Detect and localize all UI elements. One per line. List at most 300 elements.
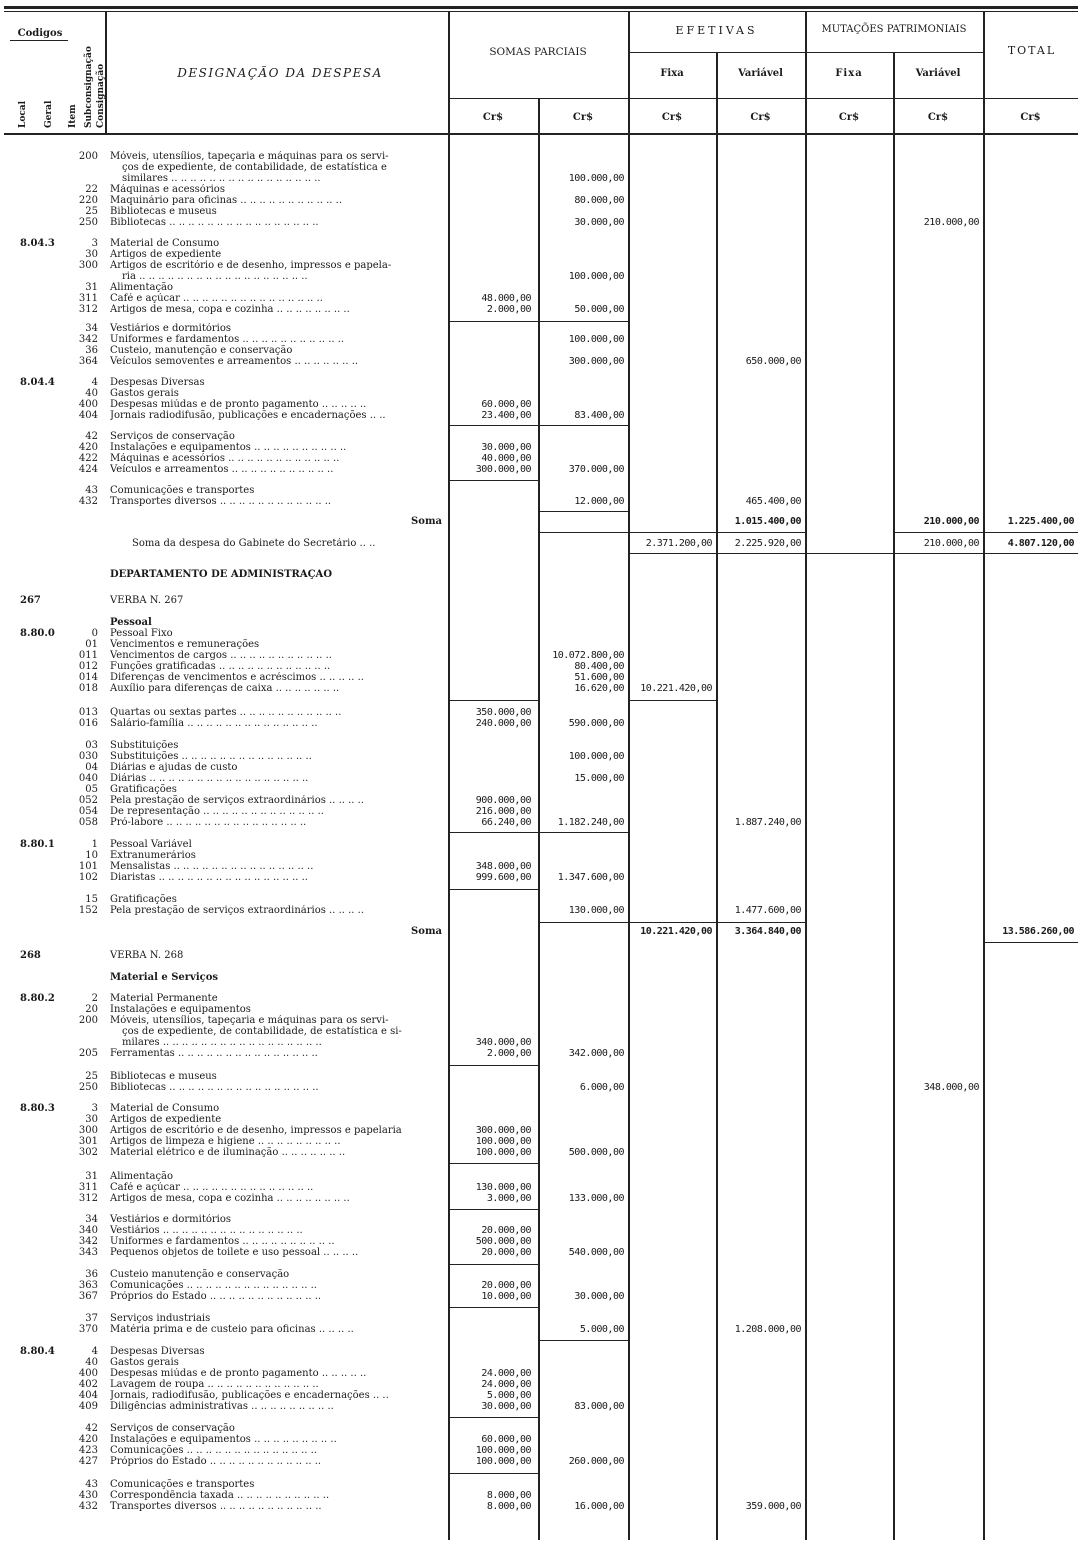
row-description: Vencimentos de cargos .. .. .. .. .. .. .. .. .. .. .. <box>110 650 332 661</box>
subtotal-rule <box>893 532 1078 533</box>
row-description: Vestiários e dormitórios <box>110 1214 231 1225</box>
row-item-code: 340 <box>78 1225 98 1236</box>
amount-c1: 100.000,00 <box>475 1456 531 1467</box>
col-line-mutacoes-mid <box>893 52 895 1540</box>
currency-fixa: Cr$ <box>661 112 683 123</box>
row-description: Soma <box>411 516 442 527</box>
row-item-code: 312 <box>78 304 98 315</box>
row-item-code: 34 <box>85 323 98 334</box>
row-description: Matéria prima e de custeio para oficinas .. .. .. .. <box>110 1324 354 1335</box>
header-subconsignacao: Subconsignação <box>84 46 94 128</box>
row-item-code: 101 <box>78 861 98 872</box>
amount-c2: 100.000,00 <box>568 334 624 345</box>
amount-c2: 30.000,00 <box>574 1291 624 1302</box>
row-description: Jornais, radiodifusão, publicações e encadernações .. .. <box>110 1390 389 1401</box>
row-item-code: 25 <box>85 206 98 217</box>
subtotal-rule <box>538 922 628 923</box>
amount-c2: 80.400,00 <box>574 661 624 672</box>
amount-e2: 3.364.840,00 <box>734 926 801 937</box>
row-description: Substituições .. .. .. .. .. .. .. .. .. .. .. .. .. .. <box>110 751 312 762</box>
amount-c2: 50.000,00 <box>574 304 624 315</box>
subtotal-rule <box>538 425 628 426</box>
col-line-total <box>983 12 985 1540</box>
row-description: Máquinas e acessórios <box>110 184 225 195</box>
row-item-code: 370 <box>78 1324 98 1335</box>
subtotal-rule <box>448 700 538 701</box>
row-description: Café e açúcar .. .. .. .. .. .. .. .. .. .. .. .. .. .. <box>110 1182 314 1193</box>
row-description: Diaristas .. .. .. .. .. .. .. .. .. .. .. .. .. .. .. .. <box>110 872 308 883</box>
row-description: Custeio manutenção e conservação <box>110 1269 290 1280</box>
amount-e1: 10.221.420,00 <box>640 926 712 937</box>
amount-c2: 16.000,00 <box>574 1501 624 1512</box>
row-item-code: 200 <box>78 151 98 162</box>
row-local-code: 8.80.4 <box>20 1346 55 1357</box>
amount-c2: 100.000,00 <box>568 271 624 282</box>
subtotal-rule <box>448 425 538 426</box>
row-item-code: 42 <box>85 431 98 442</box>
row-description: Alimentação <box>110 282 174 293</box>
amount-c1: 300.000,00 <box>475 464 531 475</box>
amount-e2: 1.887.240,00 <box>734 817 801 828</box>
amount-m2: 210.000,00 <box>923 538 979 549</box>
row-item-code: 312 <box>78 1193 98 1204</box>
amount-c1: 5.000,00 <box>486 1390 531 1401</box>
row-item-code: 102 <box>78 872 98 883</box>
amount-c1: 20.000,00 <box>481 1225 531 1236</box>
currency-somas-1: Cr$ <box>482 112 504 123</box>
row-item-code: 367 <box>78 1291 98 1302</box>
row-item-code: 422 <box>78 453 98 464</box>
row-item-code: 31 <box>85 282 98 293</box>
amount-c1: 60.000,00 <box>481 1434 531 1445</box>
amount-c1: 66.240,00 <box>481 817 531 828</box>
amount-c1: 100.000,00 <box>475 1147 531 1158</box>
row-item-code: 058 <box>78 817 98 828</box>
amount-m2: 210.000,00 <box>923 217 979 228</box>
row-description: Material de Consumo <box>110 1103 220 1114</box>
row-description: Material e Serviços <box>110 972 219 983</box>
row-item-code: 2 <box>91 993 98 1004</box>
subtotal-rule <box>448 321 538 322</box>
row-description: Gratificações <box>110 894 177 905</box>
amount-c2: 260.000,00 <box>568 1456 624 1467</box>
amount-c2: 10.072.800,00 <box>552 650 624 661</box>
row-description: Ferramentas .. .. .. .. .. .. .. .. .. .. .. .. .. .. .. <box>110 1048 318 1059</box>
amount-c2: 133.000,00 <box>568 1193 624 1204</box>
amount-c1: 30.000,00 <box>481 442 531 453</box>
row-item-code: 300 <box>78 260 98 271</box>
row-item-code: 36 <box>85 345 98 356</box>
subtotal-rule <box>448 1163 538 1164</box>
row-description: Uniformes e fardamentos .. .. .. .. .. .. .. .. .. .. <box>110 1236 335 1247</box>
currency-variavel: Cr$ <box>750 112 771 123</box>
amount-c1: 350.000,00 <box>475 707 531 718</box>
amount-c2: 370.000,00 <box>568 464 624 475</box>
amount-c1: 900.000,00 <box>475 795 531 806</box>
amount-c2: 540.000,00 <box>568 1247 624 1258</box>
row-item-code: 205 <box>78 1048 98 1059</box>
row-item-code: 31 <box>85 1171 98 1182</box>
amount-c2: 15.000,00 <box>574 773 624 784</box>
row-item-code: 152 <box>78 905 98 916</box>
row-item-code: 43 <box>85 1479 98 1490</box>
row-item-code: 013 <box>78 707 98 718</box>
amount-c2: 83.400,00 <box>574 410 624 421</box>
amount-c1: 500.000,00 <box>475 1236 531 1247</box>
amount-c1: 2.000,00 <box>486 304 531 315</box>
row-description: Auxílio para diferenças de caixa .. .. .. .. .. .. .. <box>110 683 340 694</box>
amount-c1: 2.000,00 <box>486 1048 531 1059</box>
row-item-code: 011 <box>78 650 98 661</box>
row-item-code: 0 <box>91 628 98 639</box>
header-codigos: Codigos <box>17 28 63 39</box>
row-description: Diferenças de vencimentos e acréscimos .. .. .. .. .. <box>110 672 364 683</box>
row-description: Transportes diversos .. .. .. .. .. .. .. .. .. .. .. <box>110 1501 322 1512</box>
row-description: Funções gratificadas .. .. .. .. .. .. .. .. .. .. .. .. <box>110 661 331 672</box>
amount-c1: 20.000,00 <box>481 1280 531 1291</box>
row-description: Bibliotecas .. .. .. .. .. .. .. .. .. .. .. .. .. .. .. .. <box>110 1082 319 1093</box>
row-description: Quartas ou sextas partes .. .. .. .. .. .. .. .. .. .. .. <box>110 707 342 718</box>
header-geral: Geral <box>44 100 54 128</box>
subtotal-rule <box>538 832 628 833</box>
amount-c1: 216.000,00 <box>475 806 531 817</box>
row-item-code: 03 <box>85 740 98 751</box>
row-item-code: 4 <box>91 377 98 388</box>
row-item-code: 363 <box>78 1280 98 1291</box>
row-description: Instalações e equipamentos .. .. .. .. .. .. .. .. .. <box>110 1434 337 1445</box>
amount-e2: 2.225.920,00 <box>734 538 801 549</box>
amount-c2: 80.000,00 <box>574 195 624 206</box>
row-item-code: 01 <box>85 639 98 650</box>
amount-c2: 5.000,00 <box>579 1324 624 1335</box>
row-item-code: 432 <box>78 496 98 507</box>
row-item-code: 40 <box>85 1357 98 1368</box>
row-item-code: 300 <box>78 1125 98 1136</box>
amount-e2: 465.400,00 <box>745 496 801 507</box>
subtotal-rule <box>448 1473 538 1474</box>
top-rule-thin <box>4 11 1078 12</box>
amount-c2: 30.000,00 <box>574 217 624 228</box>
amount-e2: 650.000,00 <box>745 356 801 367</box>
row-description: Pró-labore .. .. .. .. .. .. .. .. .. .. .. .. .. .. .. <box>110 817 307 828</box>
row-description: ços de expediente, de contabilidade, de estatística e si- <box>122 1026 402 1037</box>
subtotal-rule <box>448 832 538 833</box>
row-description: Serviços de conservação <box>110 431 235 442</box>
amount-c1: 100.000,00 <box>475 1445 531 1456</box>
row-description: Serviços industriais <box>110 1313 211 1324</box>
row-item-code: 37 <box>85 1313 98 1324</box>
subtotal-rule <box>448 1065 538 1066</box>
row-item-code: 311 <box>78 1182 98 1193</box>
row-description: Pessoal Fixo <box>110 628 173 639</box>
row-item-code: 42 <box>85 1423 98 1434</box>
row-description: Próprios do Estado .. .. .. .. .. .. .. .. .. .. .. .. <box>110 1291 322 1302</box>
row-description: Pela prestação de serviços extraordinários .. .. .. .. <box>110 795 365 806</box>
row-description: Móveis, utensílios, tapeçaria e máquinas para os servi- <box>110 151 389 162</box>
subtotal-rule <box>538 321 628 322</box>
row-item-code: 3 <box>91 1103 98 1114</box>
row-item-code: 220 <box>78 195 98 206</box>
row-description: Despesas Diversas <box>110 377 205 388</box>
row-description: Salário-família .. .. .. .. .. .. .. .. .. .. .. .. .. .. <box>110 718 318 729</box>
row-item-code: 30 <box>85 249 98 260</box>
currency-total: Cr$ <box>1020 112 1041 123</box>
amount-c1: 24.000,00 <box>481 1379 531 1390</box>
row-description: Pequenos objetos de toilete e uso pessoal .. .. .. .. <box>110 1247 359 1258</box>
row-description: Comunicações e transportes <box>110 485 255 496</box>
row-description: Móveis, utensílios, tapeçaria e máquinas para os servi- <box>110 1015 389 1026</box>
amount-c1: 40.000,00 <box>481 453 531 464</box>
amount-e2: 1.208.000,00 <box>734 1324 801 1335</box>
header-efetivas-variavel: Variável <box>738 68 783 79</box>
row-item-code: 432 <box>78 1501 98 1512</box>
subtotal-rule <box>628 532 806 533</box>
row-description: Gastos gerais <box>110 1357 179 1368</box>
row-item-code: 20 <box>85 1004 98 1015</box>
row-description: Instalações e equipamentos <box>110 1004 251 1015</box>
row-item-code: 22 <box>85 184 98 195</box>
row-description: Gastos gerais <box>110 388 179 399</box>
amount-c2: 500.000,00 <box>568 1147 624 1158</box>
row-description: Artigos de expediente <box>110 249 222 260</box>
header-mutacoes-variavel: Variável <box>915 68 961 79</box>
row-item-code: 404 <box>78 1390 98 1401</box>
row-item-code: 420 <box>78 442 98 453</box>
amount-c1: 340.000,00 <box>475 1037 531 1048</box>
row-item-code: 250 <box>78 1082 98 1093</box>
amount-tot: 1.225.400,00 <box>1007 516 1074 527</box>
row-item-code: 10 <box>85 850 98 861</box>
row-description: Transportes diversos .. .. .. .. .. .. .. .. .. .. .. .. <box>110 496 332 507</box>
amount-c1: 300.000,00 <box>475 1125 531 1136</box>
row-description: Bibliotecas e museus <box>110 1071 217 1082</box>
row-description: Material Permanente <box>110 993 218 1004</box>
row-item-code: 400 <box>78 1368 98 1379</box>
row-item-code: 040 <box>78 773 98 784</box>
amount-c1: 348.000,00 <box>475 861 531 872</box>
subtotal-rule <box>448 1209 538 1210</box>
header-consignacao: Consignação <box>96 63 106 128</box>
subtotal-rule <box>448 889 538 890</box>
row-item-code: 016 <box>78 718 98 729</box>
header-mutacoes: MUTAÇÕES PATRIMONIAIS <box>821 24 967 35</box>
header-item: Item <box>68 104 78 128</box>
subtotal-rule <box>448 480 538 481</box>
amount-c1: 100.000,00 <box>475 1136 531 1147</box>
row-description: Uniformes e fardamentos .. .. .. .. .. .. .. .. .. .. .. <box>110 334 345 345</box>
row-description: Bibliotecas e museus <box>110 206 217 217</box>
row-item-code: 3 <box>91 238 98 249</box>
row-local-code: 8.80.0 <box>20 628 55 639</box>
amount-c1: 8.000,00 <box>486 1490 531 1501</box>
row-description: Veículos semoventes e arreamentos .. .. .. .. .. .. .. <box>110 356 359 367</box>
amount-c1: 130.000,00 <box>475 1182 531 1193</box>
row-item-code: 430 <box>78 1490 98 1501</box>
row-description: Material elétrico e de iluminação .. .. .. .. .. .. .. <box>110 1147 346 1158</box>
amount-c2: 100.000,00 <box>568 751 624 762</box>
col-line-somas <box>448 12 450 1540</box>
amount-c2: 1.347.600,00 <box>557 872 624 883</box>
amount-c2: 300.000,00 <box>568 356 624 367</box>
amount-c2: 100.000,00 <box>568 173 624 184</box>
row-description: Despesas miúdas e de pronto pagamento .. .. .. .. .. <box>110 399 367 410</box>
row-description: Despesas Diversas <box>110 1346 205 1357</box>
row-item-code: 054 <box>78 806 98 817</box>
row-description: Material de Consumo <box>110 238 220 249</box>
row-description: Mensalistas .. .. .. .. .. .. .. .. .. .. .. .. .. .. .. <box>110 861 314 872</box>
row-description: Café e açúcar .. .. .. .. .. .. .. .. .. .. .. .. .. .. .. <box>110 293 323 304</box>
col-line-efetivas-mid <box>716 52 718 1540</box>
currency-rule <box>448 98 1078 99</box>
codes-rule <box>10 40 68 41</box>
row-local-code: 8.04.3 <box>20 238 55 249</box>
row-description: Artigos de mesa, copa e cozinha .. .. .. .. .. .. .. .. <box>110 304 350 315</box>
currency-somas-2: Cr$ <box>572 112 594 123</box>
row-item-code: 343 <box>78 1247 98 1258</box>
row-item-code: 200 <box>78 1015 98 1026</box>
row-item-code: 05 <box>85 784 98 795</box>
row-description: Máquinas e acessórios .. .. .. .. .. .. .. .. .. .. .. .. <box>110 453 340 464</box>
amount-m2: 348.000,00 <box>923 1082 979 1093</box>
row-description: Vestiários e dormitórios <box>110 323 231 334</box>
row-description: Diligências administrativas .. .. .. .. .. .. .. .. .. <box>110 1401 334 1412</box>
row-item-code: 364 <box>78 356 98 367</box>
row-item-code: 030 <box>78 751 98 762</box>
subtotal-rule <box>538 511 628 512</box>
amount-c2: 6.000,00 <box>579 1082 624 1093</box>
row-description: Comunicações .. .. .. .. .. .. .. .. .. .. .. .. .. .. <box>110 1280 317 1291</box>
row-item-code: 404 <box>78 410 98 421</box>
amount-c1: 10.000,00 <box>481 1291 531 1302</box>
subtotal-rule <box>628 553 983 554</box>
row-description: Correspondência taxada .. .. .. .. .. .. .. .. .. .. <box>110 1490 330 1501</box>
row-description: Serviços de conservação <box>110 1423 235 1434</box>
row-item-code: 36 <box>85 1269 98 1280</box>
row-item-code: 402 <box>78 1379 98 1390</box>
subtotal-rule <box>628 700 716 701</box>
row-description: Lavagem de roupa .. .. .. .. .. .. .. .. .. .. .. .. <box>110 1379 319 1390</box>
amount-c1: 48.000,00 <box>481 293 531 304</box>
row-item-code: 423 <box>78 1445 98 1456</box>
amount-c2: 590.000,00 <box>568 718 624 729</box>
row-item-code: 012 <box>78 661 98 672</box>
row-description: Maquinário para oficinas .. .. .. .. .. .. .. .. .. .. .. <box>110 195 343 206</box>
amount-e2: 1.015.400,00 <box>734 516 801 527</box>
subtotal-rule <box>983 553 1078 554</box>
row-description: Vencimentos e remunerações <box>110 639 260 650</box>
amount-e2: 359.000,00 <box>745 1501 801 1512</box>
row-item-code: 250 <box>78 217 98 228</box>
subtotal-rule <box>538 1340 628 1341</box>
amount-e2: 1.477.600,00 <box>734 905 801 916</box>
amount-c1: 3.000,00 <box>486 1193 531 1204</box>
amount-tot: 4.807.120,00 <box>1007 538 1074 549</box>
col-line-mutacoes <box>805 12 807 1540</box>
row-description: Despesas miúdas e de pronto pagamento .. .. .. .. .. <box>110 1368 367 1379</box>
subtotal-rule <box>448 1264 538 1265</box>
row-item-code: 014 <box>78 672 98 683</box>
subtotal-rule <box>983 942 1078 943</box>
row-description: Pessoal Variável <box>110 839 192 850</box>
row-description: Pela prestação de serviços extraordinários .. .. .. .. <box>110 905 365 916</box>
header-designacao: DESIGNAÇÃO DA DESPESA <box>177 66 383 80</box>
row-description: Comunicações e transportes <box>110 1479 255 1490</box>
row-item-code: 424 <box>78 464 98 475</box>
row-item-code: 40 <box>85 388 98 399</box>
top-rule-thick <box>4 6 1078 9</box>
row-item-code: 420 <box>78 1434 98 1445</box>
row-item-code: 34 <box>85 1214 98 1225</box>
row-item-code: 15 <box>85 894 98 905</box>
row-description: Instalações e equipamentos .. .. .. .. .. .. .. .. .. .. <box>110 442 347 453</box>
amount-c2: 51.600,00 <box>574 672 624 683</box>
subtotal-rule <box>448 1417 538 1418</box>
subtotal-rule <box>628 922 806 923</box>
amount-c2: 83.000,00 <box>574 1401 624 1412</box>
amount-c2: 1.182.240,00 <box>557 817 624 828</box>
row-description: Substituições <box>110 740 179 751</box>
row-description: Veículos e arreamentos .. .. .. .. .. .. .. .. .. .. .. <box>110 464 334 475</box>
row-item-code: 409 <box>78 1401 98 1412</box>
amount-c1: 60.000,00 <box>481 399 531 410</box>
row-item-code: 301 <box>78 1136 98 1147</box>
row-local-code: 8.80.1 <box>20 839 55 850</box>
amount-c2: 16.620,00 <box>574 683 624 694</box>
row-item-code: 342 <box>78 334 98 345</box>
row-item-code: 25 <box>85 1071 98 1082</box>
row-description: Pessoal <box>110 617 152 628</box>
amount-m2: 210.000,00 <box>923 516 979 527</box>
row-description: Artigos de escritório e de desenho, impressos e papelaria <box>110 1125 402 1136</box>
header-bottom-rule <box>4 133 1078 135</box>
row-description: Extranumerários <box>110 850 196 861</box>
row-description: De representação .. .. .. .. .. .. .. .. .. .. .. .. .. <box>110 806 324 817</box>
row-item-code: 311 <box>78 293 98 304</box>
row-description: Vestiários .. .. .. .. .. .. .. .. .. .. .. .. .. .. .. <box>110 1225 303 1236</box>
row-description: Comunicações .. .. .. .. .. .. .. .. .. .. .. .. .. .. <box>110 1445 317 1456</box>
row-item-code: 04 <box>85 762 98 773</box>
header-local: Local <box>18 100 28 128</box>
header-somas-parciais: SOMAS PARCIAIS <box>489 46 587 58</box>
header-efetivas: EFETIVAS <box>675 24 758 37</box>
row-local-code: 8.04.4 <box>20 377 55 388</box>
row-item-code: 018 <box>78 683 98 694</box>
header-total: TOTAL <box>1007 44 1057 57</box>
amount-c2: 130.000,00 <box>568 905 624 916</box>
row-description: milares .. .. .. .. .. .. .. .. .. .. .. .. .. .. .. .. .. <box>122 1037 322 1048</box>
row-item-code: 4 <box>91 1346 98 1357</box>
row-description: Alimentação <box>110 1171 174 1182</box>
efetivas-sub-rule <box>628 52 983 53</box>
amount-e1: 10.221.420,00 <box>640 683 712 694</box>
subtotal-rule <box>538 532 628 533</box>
row-description: VERBA N. 267 <box>110 595 184 606</box>
row-description: Artigos de limpeza e higiene .. .. .. .. .. .. .. .. .. <box>110 1136 341 1147</box>
row-local-code: 267 <box>20 595 41 606</box>
row-item-code: 400 <box>78 399 98 410</box>
amount-c1: 30.000,00 <box>481 1401 531 1412</box>
row-description: Gratificações <box>110 784 177 795</box>
currency-mut-fixa: Cr$ <box>838 112 860 123</box>
row-description: ria .. .. .. .. .. .. .. .. .. .. .. .. .. .. .. .. .. .. <box>122 271 308 282</box>
amount-c1: 23.400,00 <box>481 410 531 421</box>
header-mutacoes-fixa: Fixa <box>835 68 863 79</box>
row-item-code: 302 <box>78 1147 98 1158</box>
row-local-code: 8.80.2 <box>20 993 55 1004</box>
row-description: Diárias .. .. .. .. .. .. .. .. .. .. .. .. .. .. .. .. .. <box>110 773 309 784</box>
row-item-code: 1 <box>91 839 98 850</box>
row-description: Diárias e ajudas de custo <box>110 762 238 773</box>
